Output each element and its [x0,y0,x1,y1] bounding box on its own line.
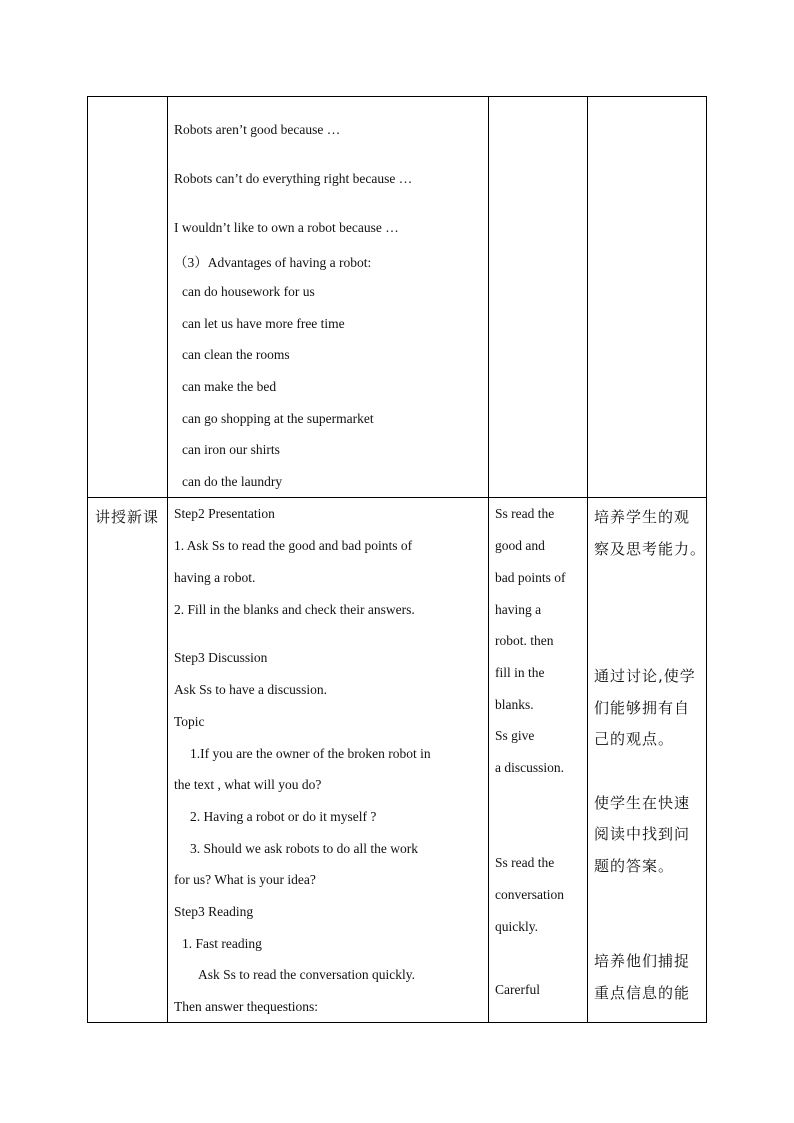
student-line: robot. then [495,633,554,648]
content-line: for us? What is your idea? [174,872,316,887]
content-line: can make the bed [182,379,277,394]
content-line: 1. Fast reading [182,936,262,951]
student-line: Carerful [495,982,540,997]
purpose-line: 培养他们捕捉 [594,952,691,970]
student-line: bad points of [495,570,566,585]
border-bottom [87,1022,707,1023]
col-divider-3 [587,96,588,1023]
row2-content-cell [174,498,484,1022]
student-line: a discussion. [495,760,564,775]
content-line: 1. Ask Ss to read the good and bad points of [174,538,413,553]
student-line: Ss read the [495,506,555,521]
purpose-line: 察及思考能力。 [594,540,707,558]
content-line: （3）Advantages of having a robot: [174,255,372,270]
content-line: can iron our shirts [182,442,280,457]
purpose-line: 阅读中找到问 [594,825,691,843]
content-line: Ask Ss to read the conversation quickly. [198,967,415,982]
content-line: the text , what will you do? [174,777,322,792]
content-line: Ask Ss to have a discussion. [174,682,327,697]
row1-content-cell [174,96,484,496]
student-line: Ss give [495,728,535,743]
purpose-line: 使学生在快速 [594,794,691,812]
student-line: good and [495,538,545,553]
content-line: 3. Should we ask robots to do all the work [190,841,418,856]
purpose-line: 通过讨论,使学 [594,667,696,685]
purpose-line: 题的答案。 [594,857,675,875]
col-divider-1 [167,96,168,1023]
content-line: Robots aren’t good because … [174,122,341,137]
content-line: Then answer thequestions: [174,999,318,1014]
content-line: Step3 Discussion [174,650,268,665]
student-line: fill in the [495,665,545,680]
purpose-line: 培养学生的观 [594,508,691,526]
student-line: having a [495,602,542,617]
content-line: Step2 Presentation [174,506,275,521]
content-line: Step3 Reading [174,904,254,919]
content-line: can let us have more free time [182,316,345,331]
purpose-line: 们能够拥有自 [594,699,691,717]
purpose-line: 己的观点。 [594,730,675,748]
border-right [706,96,707,1023]
content-line: Topic [174,714,205,729]
content-line: I wouldn’t like to own a robot because … [174,220,399,235]
row2-student-cell [495,498,585,1022]
row2-purpose-cell [594,498,707,1022]
stage-label: 讲授新课 [95,508,160,526]
content-line: can clean the rooms [182,347,290,362]
student-line: Ss read the [495,855,555,870]
content-line: can go shopping at the supermarket [182,411,374,426]
content-line: Robots can’t do everything right because … [174,171,413,186]
content-line: 1.If you are the owner of the broken robot in [190,746,431,761]
lesson-table [87,96,707,1023]
content-line: 2. Fill in the blanks and check their answers. [174,602,415,617]
col-divider-2 [488,96,489,1023]
student-line: blanks. [495,697,534,712]
content-line: can do the laundry [182,474,283,489]
student-line: quickly. [495,919,538,934]
content-line: 2. Having a robot or do it myself ? [190,809,377,824]
content-line: can do housework for us [182,284,315,299]
content-line: having a robot. [174,570,256,585]
purpose-line: 重点信息的能 [594,984,691,1002]
border-left [87,96,88,1023]
student-line: conversation [495,887,564,902]
